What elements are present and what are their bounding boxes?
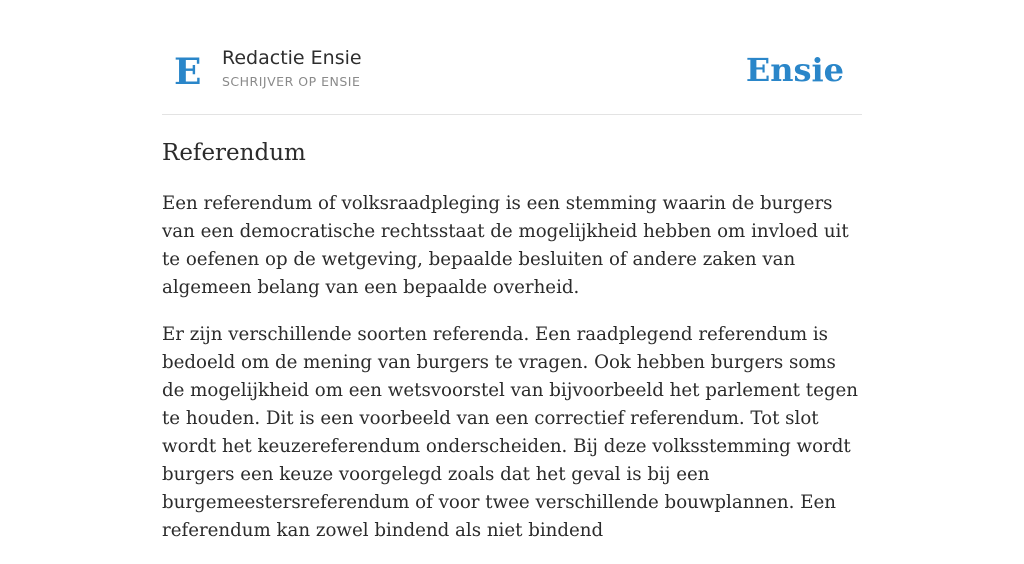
author-avatar[interactable]: E bbox=[174, 51, 202, 93]
article-paragraph-2: Er zijn verschillende soorten referenda. Een raadplegend referendum is bedoeld om de mening van burgers te vragen. Ook hebben burgers soms de mogelijkheid om een wetsvoorstel van bijvoorbeeld het parlement tegen te houden. Dit is een voorbeeld van een correctief referendum. Tot slot wordt het keuzereferendum onderscheiden. Bij deze volksstemming wordt burgers een keuze voorgelegd zoals dat het geval is bij een burgemeestersreferendum of voor twee verschillende bouwplannen. Een referendum kan zowel bindend als niet bindend bbox=[162, 324, 858, 541]
author-name-link[interactable]: Redactie Ensie bbox=[222, 47, 362, 69]
article-paragraph-1: Een referendum of volksraadpleging is een stemming waarin de burgers van een democratische rechtsstaat de mogelijkheid hebben om invloed uit te oefenen op de wetgeving, bepaalde besluiten of andere zaken van algemeen belang van een bepaalde overheid. bbox=[162, 193, 849, 298]
brand-logo[interactable]: Ensie bbox=[745, 51, 844, 89]
article-body bbox=[162, 190, 862, 564]
article-header bbox=[162, 0, 862, 115]
author-role: SCHRIJVER OP ENSIE bbox=[222, 74, 361, 89]
article-title: Referendum bbox=[162, 140, 306, 166]
